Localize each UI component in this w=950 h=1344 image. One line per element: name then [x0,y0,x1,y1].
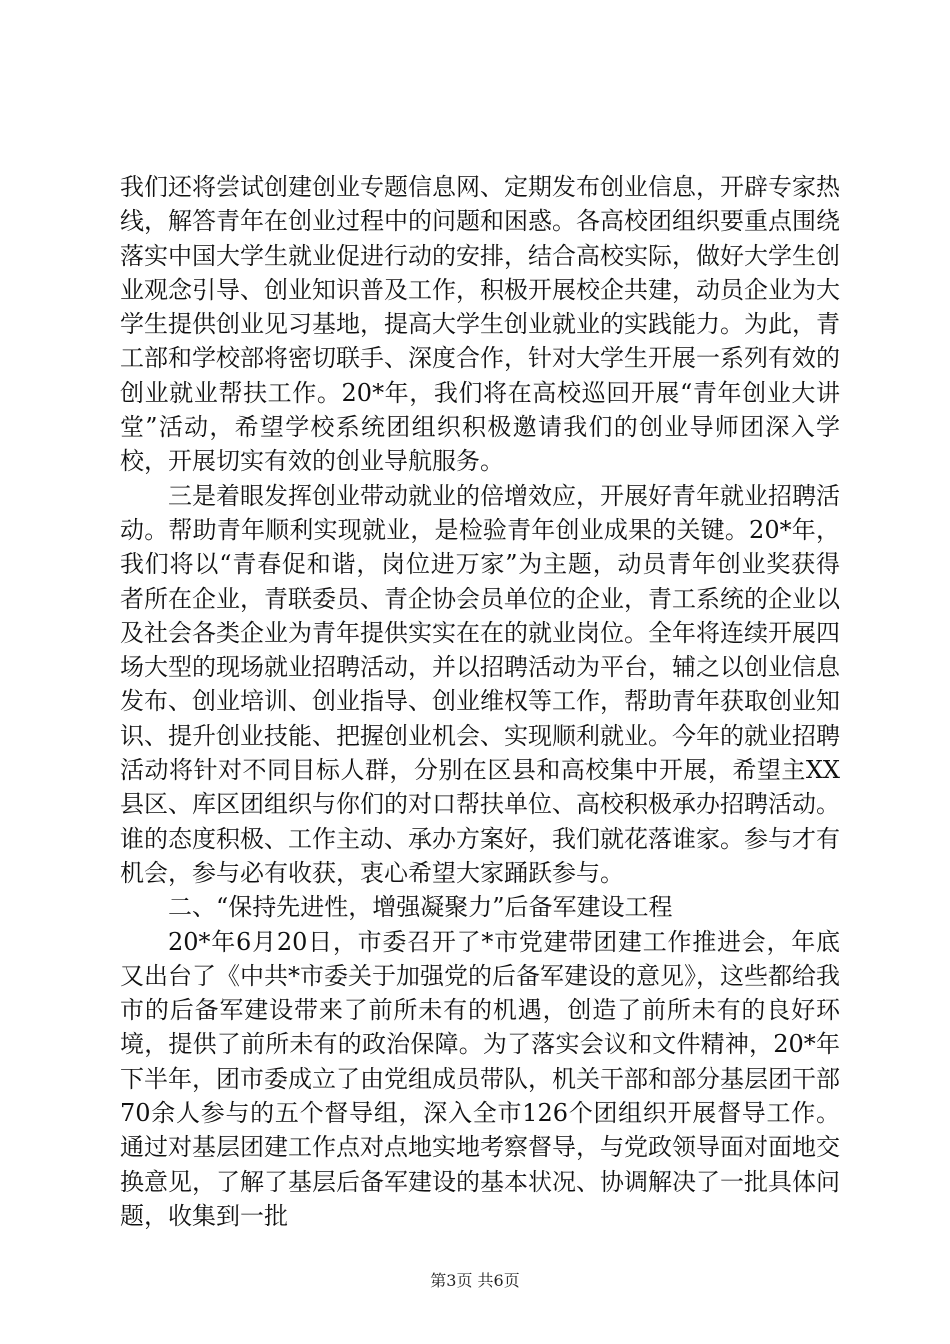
paragraph-2: 三是着眼发挥创业带动就业的倍增效应，开展好青年就业招聘活动。帮助青年顺利实现就业，是检验青年创业成果的关键。20*年，我们将以“青春促和谐，岗位进万家”为主题，动员青年创业奖获得者所在企业，青联委员、青企协会员单位的企业，青工系统的企业以及社会各类企业为青年提供实实在在的就业岗位。全年将连续开展四场大型的现场就业招聘活动，并以招聘活动为平台，辅之以创业信息发布、创业培训、创业指导、创业维权等工作，帮助青年获取创业知识、提升创业技能、把握创业机会、实现顺利就业。今年的就业招聘活动将针对不同目标人群，分别在区县和高校集中开展，希望主XX县区、库区团组织与你们的对口帮扶单位、高校积极承办招聘活动。谁的态度积极、工作主动、承办方案好，我们就花落谁家。参与才有机会，参与必有收获，衷心希望大家踊跃参与。 [120,481,840,887]
paragraph-1: 我们还将尝试创建创业专题信息网、定期发布创业信息，开辟专家热线，解答青年在创业过程中的问题和困惑。各高校团组织要重点围绕落实中国大学生就业促进行动的安排，结合高校实际，做好大学生创业观念引导、创业知识普及工作，积极开展校企共建，动员企业为大学生提供创业见习基地，提高大学生创业就业的实践能力。为此，青工部和学校部将密切联手、深度合作，针对大学生开展一系列有效的创业就业帮扶工作。20*年，我们将在高校巡回开展“青年创业大讲堂”活动，希望学校系统团组织积极邀请我们的创业导师团深入学校，开展切实有效的创业导航服务。 [120,173,840,476]
page-number-footer: 第3页 共6页 [430,1271,520,1290]
paragraph-3: 20*年6月20日，市委召开了*市党建带团建工作推进会，年底又出台了《中共*市委关于加强党的后备军建设的意见》，这些都给我市的后备军建设带来了前所未有的机遇，创造了前所未有的良好环境，提供了前所未有的政治保障。为了落实会议和文件精神，20*年下半年，团市委成立了由党组成员带队，机关干部和部分基层团干部70余人参与的五个督导组，深入全市126个团组织开展督导工作。通过对基层团建工作点对点地实地考察督导，与党政领导面对面地交换意见，了解了基层后备军建设的基本状况、协调解决了一批具体问题，收集到一批 [120,927,840,1230]
section-heading: 二、“保持先进性，增强凝聚力”后备军建设工程 [168,893,673,922]
document-body [120,170,840,1233]
